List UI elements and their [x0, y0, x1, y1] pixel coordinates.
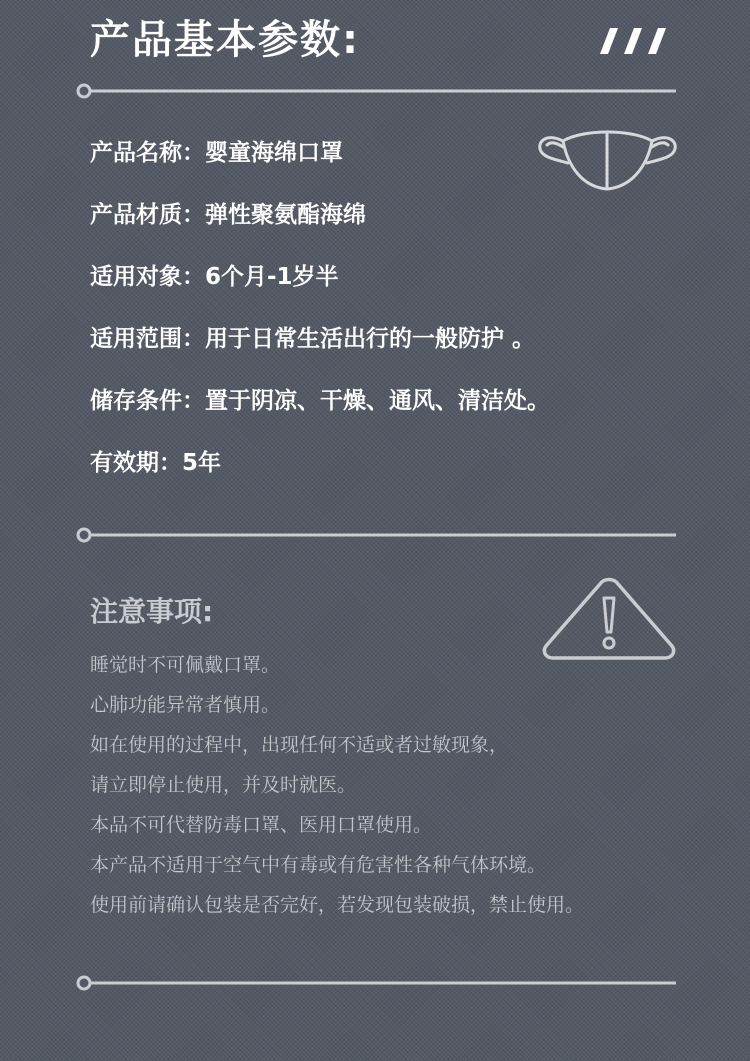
- slash-marks-icon: [600, 28, 672, 54]
- notice-item: 心肺功能异常者慎用。: [90, 694, 281, 716]
- section-divider-bottom: [76, 974, 676, 992]
- notice-item: 请立即停止使用，并及时就医。: [90, 774, 357, 796]
- notice-item: 本品不可代替防毒口罩、医用口罩使用。: [90, 814, 433, 836]
- section-divider-top: [76, 82, 676, 100]
- spec-usage-scope: 适用范围：用于日常生活出行的一般防护 。: [90, 326, 536, 352]
- spec-product-name: 产品名称：婴童海绵口罩: [90, 140, 343, 166]
- page-title: 产品基本参数:: [90, 17, 360, 63]
- spec-storage: 储存条件：置于阴凉、干燥、通风、清洁处。: [90, 388, 550, 414]
- notice-item: 本产品不适用于空气中有毒或有危害性各种气体环境。: [90, 854, 547, 876]
- notice-item: 使用前请确认包装是否完好，若发现包装破损，禁止使用。: [90, 894, 585, 916]
- spec-material: 产品材质：弹性聚氨酯海绵: [90, 202, 366, 228]
- section-divider-middle: [76, 526, 676, 544]
- notice-list: [90, 645, 584, 925]
- spec-shelf-life: 有效期：5年: [90, 450, 222, 476]
- notice-item: 如在使用的过程中，出现任何不适或者过敏现象，: [90, 734, 509, 756]
- face-mask-icon: [535, 125, 680, 195]
- notice-item: 睡觉时不可佩戴口罩。: [90, 654, 281, 676]
- spec-target-user: 适用对象：6个月-1岁半: [90, 264, 339, 290]
- spec-list: [90, 130, 550, 502]
- notice-title: 注意事项:: [90, 595, 214, 628]
